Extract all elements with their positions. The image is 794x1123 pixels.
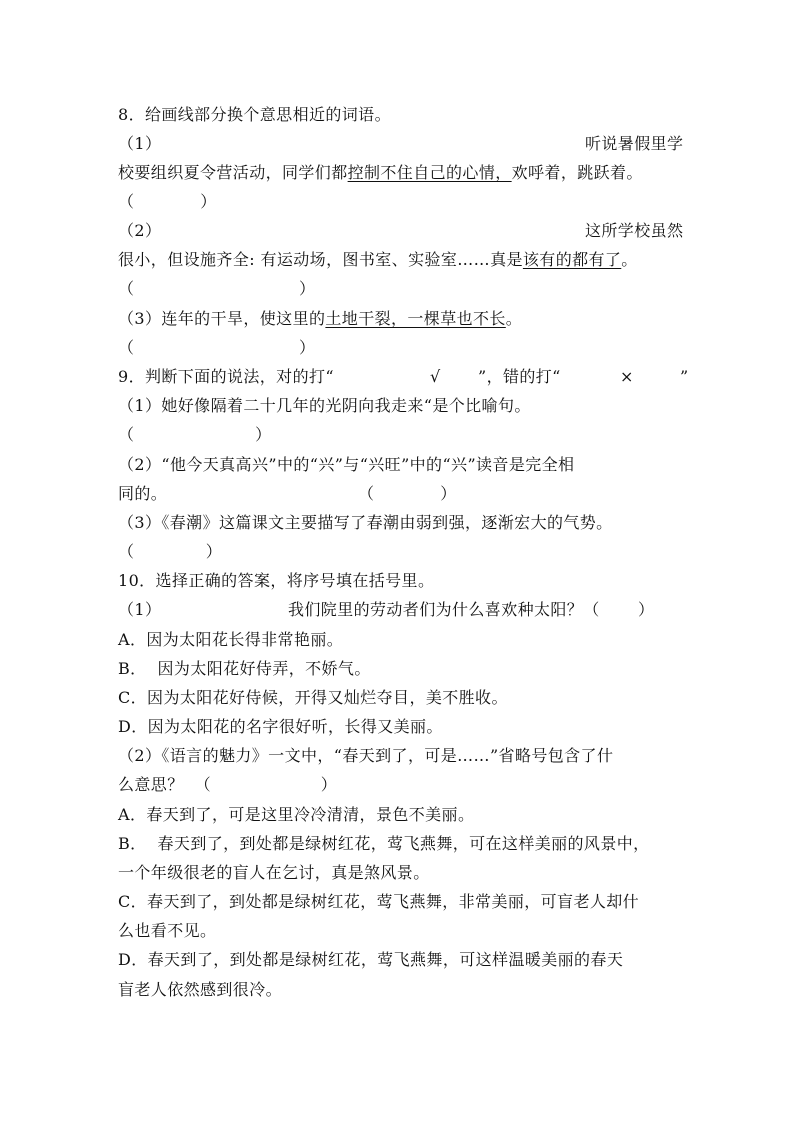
q10-1-stem: 我们院里的劳动者们为什么喜欢种太阳？（ ） [288,600,655,619]
q9-2-statement: （2）“他今天真高兴”中的“兴”与“兴旺”中的“兴”读音是完全相 [118,455,575,474]
q8-1-lead: 听说暑假里学 [585,134,684,153]
q9-3-statement: （3）《春潮》这篇课文主要描写了春潮由弱到强，逐渐宏大的气势。 [118,513,613,532]
q10-1-option-c: C．因为太阳花好侍候，开得又灿烂夺目，美不胜收。 [118,688,508,707]
q10-2-stem-cont: 么意思？ （ ） [118,775,338,794]
q8-2-lead: 这所学校虽然 [585,221,684,240]
q10-title: 10．选择正确的答案，将序号填在括号里。 [118,571,435,590]
q10-2-option-b-cont: 一个年级很老的盲人在乞讨，真是煞风景。 [118,863,430,882]
q8-3-answer-blank[interactable]: （ ） [118,338,316,357]
q8-2-sentence: 很小，但设施齐全: 有运动场，图书室、实验室……真是该有的都有了。 [118,250,638,269]
q9-3-answer-blank[interactable]: （ ） [118,542,223,561]
q10-2-option-c: C．春天到了，到处都是绿树红花，莺飞燕舞，非常美丽，可盲老人却什 [118,892,640,911]
q8-2-answer-blank[interactable]: （ ） [118,279,316,298]
q10-1-option-b: B． 因为太阳花好侍弄，不娇气。 [118,659,371,678]
q8-3-sentence: （3）连年的干旱，使这里的土地干裂，一棵草也不长。 [118,309,523,328]
q9-1-answer-blank[interactable]: （ ） [118,425,272,444]
q9-1-statement: （1）她好像隔着二十几年的光阴向我走来“是个比喻句。 [118,396,531,415]
q8-1-number: （1） [118,134,162,153]
q10-2-option-d-cont: 盲老人依然感到很冷。 [118,980,283,999]
q8-3-underlined: 土地干裂，一棵草也不长 [325,309,506,328]
q10-2-stem: （2）《语言的魅力》一文中，“春天到了，可是……”省略号包含了什 [118,746,614,765]
q9-title-a: 9．判断下面的说法，对的打“ [118,367,334,386]
cross-mark-icon: × [620,367,634,386]
q9-2-statement-cont: 同的。 [118,484,168,503]
q10-2-option-d: D．春天到了，到处都是绿树红花，莺飞燕舞，可这样温暖美丽的春天 [118,950,624,969]
q10-1-option-d: D．因为太阳花的名字很好听，长得又美丽。 [118,717,443,736]
q8-2-underlined: 该有的都有了 [522,250,622,269]
q10-1-number: （1） [118,600,162,619]
q9-title-b: ”，错的打“ [478,367,561,386]
q8-1-underlined: 控制不住自己的心情， [347,163,512,182]
q10-2-option-b: B． 春天到了，到处都是绿树红花，莺飞燕舞，可在这样美丽的风景中， [118,834,650,853]
q10-2-option-a: A．春天到了，可是这里冷冷清清，景色不美丽。 [118,805,475,824]
q8-2-number: （2） [118,221,162,240]
q8-1-sentence: 校要组织夏令营活动，同学们都控制不住自己的心情，欢呼着，跳跃着。 [118,163,643,182]
q8-1-answer-blank[interactable]: （ ） [118,192,217,211]
q9-2-answer-blank[interactable]: （ ） [358,484,457,503]
q10-2-option-c-cont: 么也看不见。 [118,921,217,940]
q9-title-c: ” [680,367,689,386]
q10-1-option-a: A．因为太阳花长得非常艳丽。 [118,630,344,649]
check-mark-icon: √ [430,367,441,386]
q8-title: 8．给画线部分换个意思相近的词语。 [118,105,391,124]
